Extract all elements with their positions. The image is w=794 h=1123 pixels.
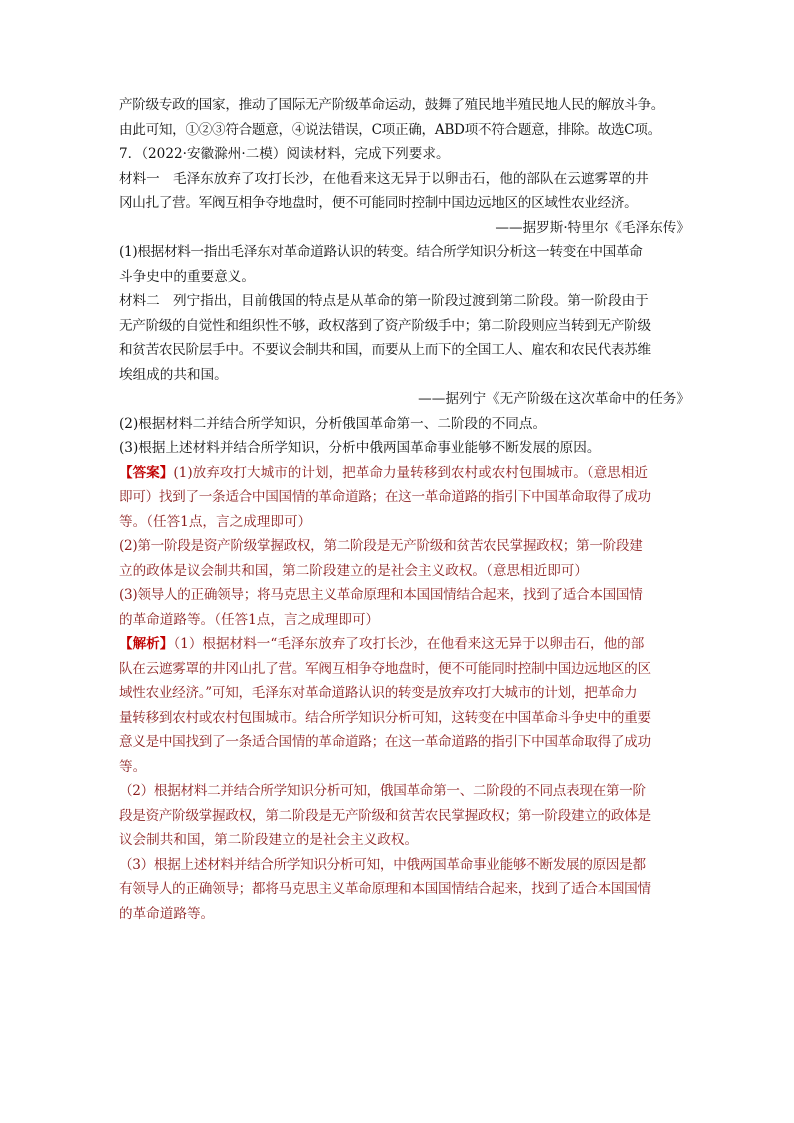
analysis-line: 议会制共和国，第二阶段建立的是社会主义政权。 [119,832,419,848]
question-2: (2)根据材料二并结合所学知识，分析俄国革命第一、二阶段的不同点。 [119,415,547,432]
text-line: 由此可知，①②③符合题意，④说法错误，C项正确，ABD项不符合题意，排除。故选C项。 [119,121,661,138]
question-1-line: 斗争史中的重要意义。 [119,268,255,285]
answer-line: 立的政体是议会制共和国，第二阶段建立的是社会主义政权。（意思相近即可） [119,562,588,579]
question-heading: 7．（2022·安徽滁州·二模）阅读材料，完成下列要求。 [119,146,450,162]
answer-tag: 【答案】 [119,464,174,481]
answer-line: 等。（任答1点，言之成理即可） [119,513,312,530]
material-one-line: 冈山扎了营。军阀互相争夺地盘时，便不可能同时控制中国边远地区的区域性农业经济。 [119,195,638,211]
analysis-line: 有领导人的正确领导；都将马克思主义革命原理和本国国情结合起来，找到了适合本国国情 [119,881,651,897]
question-1-line: (1)根据材料一指出毛泽东对革命道路认识的转变。结合所学知识分析这一转变在中国革命 [119,244,643,260]
material-two-line: 埃组成的共和国。 [119,366,228,383]
material-two-line: 无产阶级的自觉性和组织性不够，政权落到了资产阶级手中；第二阶段则应当转到无产阶级 [119,317,651,334]
analysis-line: （2）根据材料二并结合所学知识分析可知，俄国革命第一、二阶段的不同点表现在第一阶 [119,783,646,799]
answer-line: (2)第一阶段是资产阶级掌握政权，第二阶段是无产阶级和贫苦农民掌握政权；第一阶段建 [119,538,643,554]
material-two-line: 和贫苦农民阶层手中。不要议会制共和国，而要从上而下的全国工人、雇农和农民代表苏维 [119,342,651,358]
analysis-line: 域性农业经济。”可知，毛泽东对革命道路认识的转变是放弃攻打大城市的计划，把革命力 [119,685,638,701]
analysis-line: 队在云遮雾罩的井冈山扎了营。军阀互相争夺地盘时，便不可能同时控制中国边远地区的区 [119,660,651,677]
analysis-line [119,632,679,657]
analysis-tag: 【解析】 [119,636,174,652]
analysis-line: 的革命道路等。 [119,905,215,922]
analysis-line: 段是资产阶级掌握政权，第二阶段是无产阶级和贫苦农民掌握政权；第一阶段建立的政体是 [119,807,651,824]
material-two-label: 材料二 [119,293,160,309]
analysis-line: 意义是中国找到了一条适合国情的革命道路；在这一革命道路的指引下中国革命取得了成功 [119,734,651,750]
analysis-line: 等。 [119,758,147,775]
analysis-line: （3）根据上述材料并结合所学知识分析可知，中俄两国革命事业能够不断发展的原因是都 [119,856,646,873]
analysis-line: 量转移到农村或农村包围城市。结合所学知识分析可知，这转变在中国革命斗争史中的重要 [119,709,651,726]
analysis-text: （1）根据材料一“毛泽东放弃了攻打长沙，在他看来这无异于以卵击石，他的部 [173,636,645,652]
material-one-source: ——据罗斯·特里尔《毛泽东传》 [495,219,690,236]
answer-line: 的革命道路等。（任答1点，言之成理即可） [119,611,380,628]
answer-text: (1)放弃攻打大城市的计划，把革命力量转移到农村或农村包围城市。（意思相近 [173,464,649,481]
material-two-source: ——据列宁《无产阶级在这次革命中的任务》 [418,391,690,407]
document-page [119,93,690,926]
material-two-text: 列宁指出，目前俄国的特点是从革命的第一阶段过渡到第二阶段。第一阶段由于 [173,293,649,309]
answer-line [119,461,679,486]
material-two-line [119,289,679,314]
question-3: (3)根据上述材料并结合所学知识，分析中俄两国革命事业能够不断发展的原因。 [119,440,601,456]
answer-line: 即可）找到了一条适合中国国情的革命道路；在这一革命道路的指引下中国革命取得了成功 [119,489,651,505]
text-line: 产阶级专政的国家，推动了国际无产阶级革命运动，鼓舞了殖民地半殖民地人民的解放斗争。 [119,97,665,113]
material-one-label: 材料一 [119,170,160,187]
material-one-text: 毛泽东放弃了攻打长沙，在他看来这无异于以卵击石，他的部队在云遮雾罩的井 [173,170,649,187]
answer-line: (3)领导人的正确领导；将马克思主义革命原理和本国国情结合起来，找到了适合本国国情 [119,587,643,603]
material-one-line [119,167,679,192]
